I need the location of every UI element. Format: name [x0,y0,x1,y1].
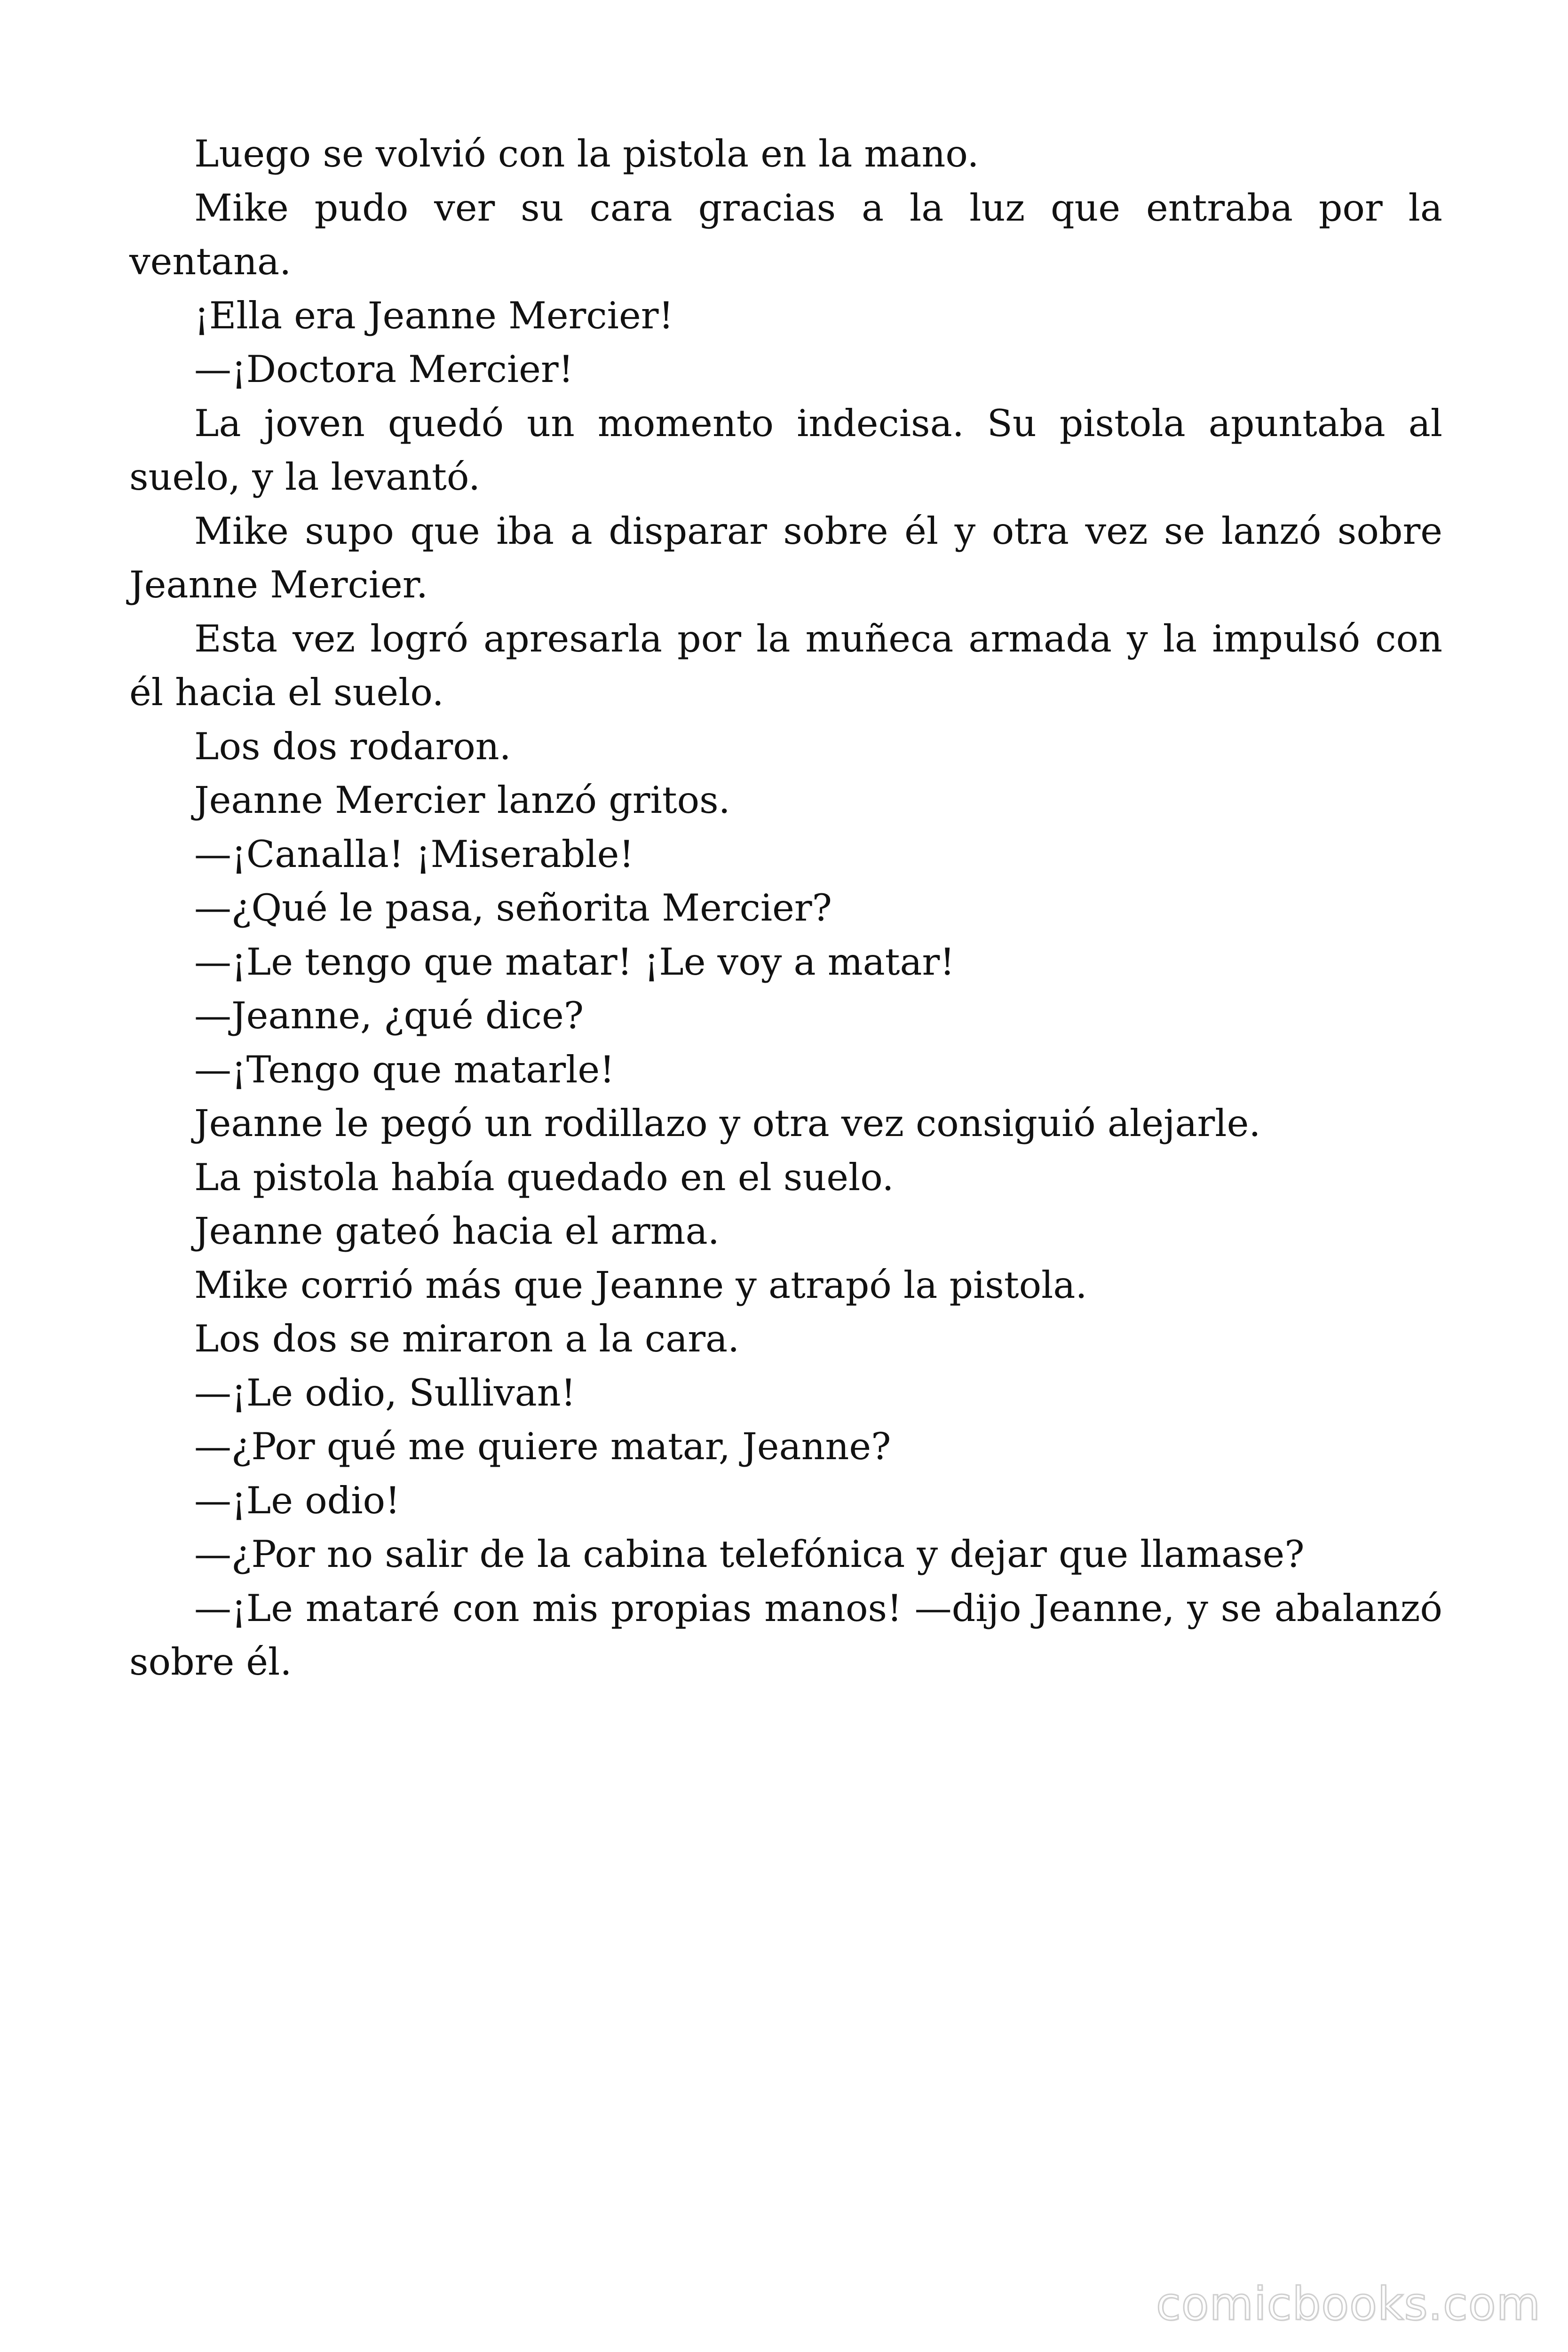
paragraph: Jeanne gateó hacia el arma. [194,1209,720,1253]
paragraph: —Jeanne, ¿qué dice? [194,994,584,1037]
watermark: comicbooks.com [1156,2278,1541,2330]
paragraph: Mike corrió más que Jeanne y atrapó la pistola. [194,1263,1087,1307]
paragraph: —¡Le odio, Sullivan! [194,1371,576,1414]
paragraph: Jeanne le pegó un rodillazo y otra vez consiguió alejarle. [194,1102,1261,1145]
paragraph: La joven quedó un momento indecisa. Su pistola apuntaba al suelo, y la levantó. [129,401,1442,499]
paragraph: La pistola había quedado en el suelo. [194,1155,894,1199]
paragraph: ¡Ella era Jeanne Mercier! [194,294,674,337]
paragraph: Jeanne Mercier lanzó gritos. [194,779,730,822]
paragraph: —¡Doctora Mercier! [194,348,574,391]
paragraph: Mike pudo ver su cara gracias a la luz que entraba por la ventana. [129,186,1442,283]
paragraph: —¡Tengo que matarle! [194,1048,615,1091]
paragraph: —¿Por no salir de la cabina telefónica y dejar que llamase? [194,1533,1305,1576]
paragraph: Mike supo que iba a disparar sobre él y otra vez se lanzó sobre Jeanne Mercier. [129,509,1442,606]
paragraph: —¡Le mataré con mis propias manos! —dijo Jeanne, y se abalanzó sobre él. [129,1586,1442,1684]
paragraph: Los dos se miraron a la cara. [194,1317,740,1360]
page-body-text [129,127,1442,1689]
paragraph: —¡Le odio! [194,1478,400,1522]
paragraph: Esta vez logró apresarla por la muñeca armada y la impulsó con él hacia el suelo. [129,617,1442,714]
paragraph: Los dos rodaron. [194,724,511,768]
paragraph: —¿Por qué me quiere matar, Jeanne? [194,1425,891,1468]
paragraph: —¿Qué le pasa, señorita Mercier? [194,886,832,930]
paragraph: —¡Le tengo que matar! ¡Le voy a matar! [194,940,955,984]
paragraph: Luego se volvió con la pistola en la mano. [194,132,979,175]
paragraph: —¡Canalla! ¡Miserable! [194,832,634,876]
